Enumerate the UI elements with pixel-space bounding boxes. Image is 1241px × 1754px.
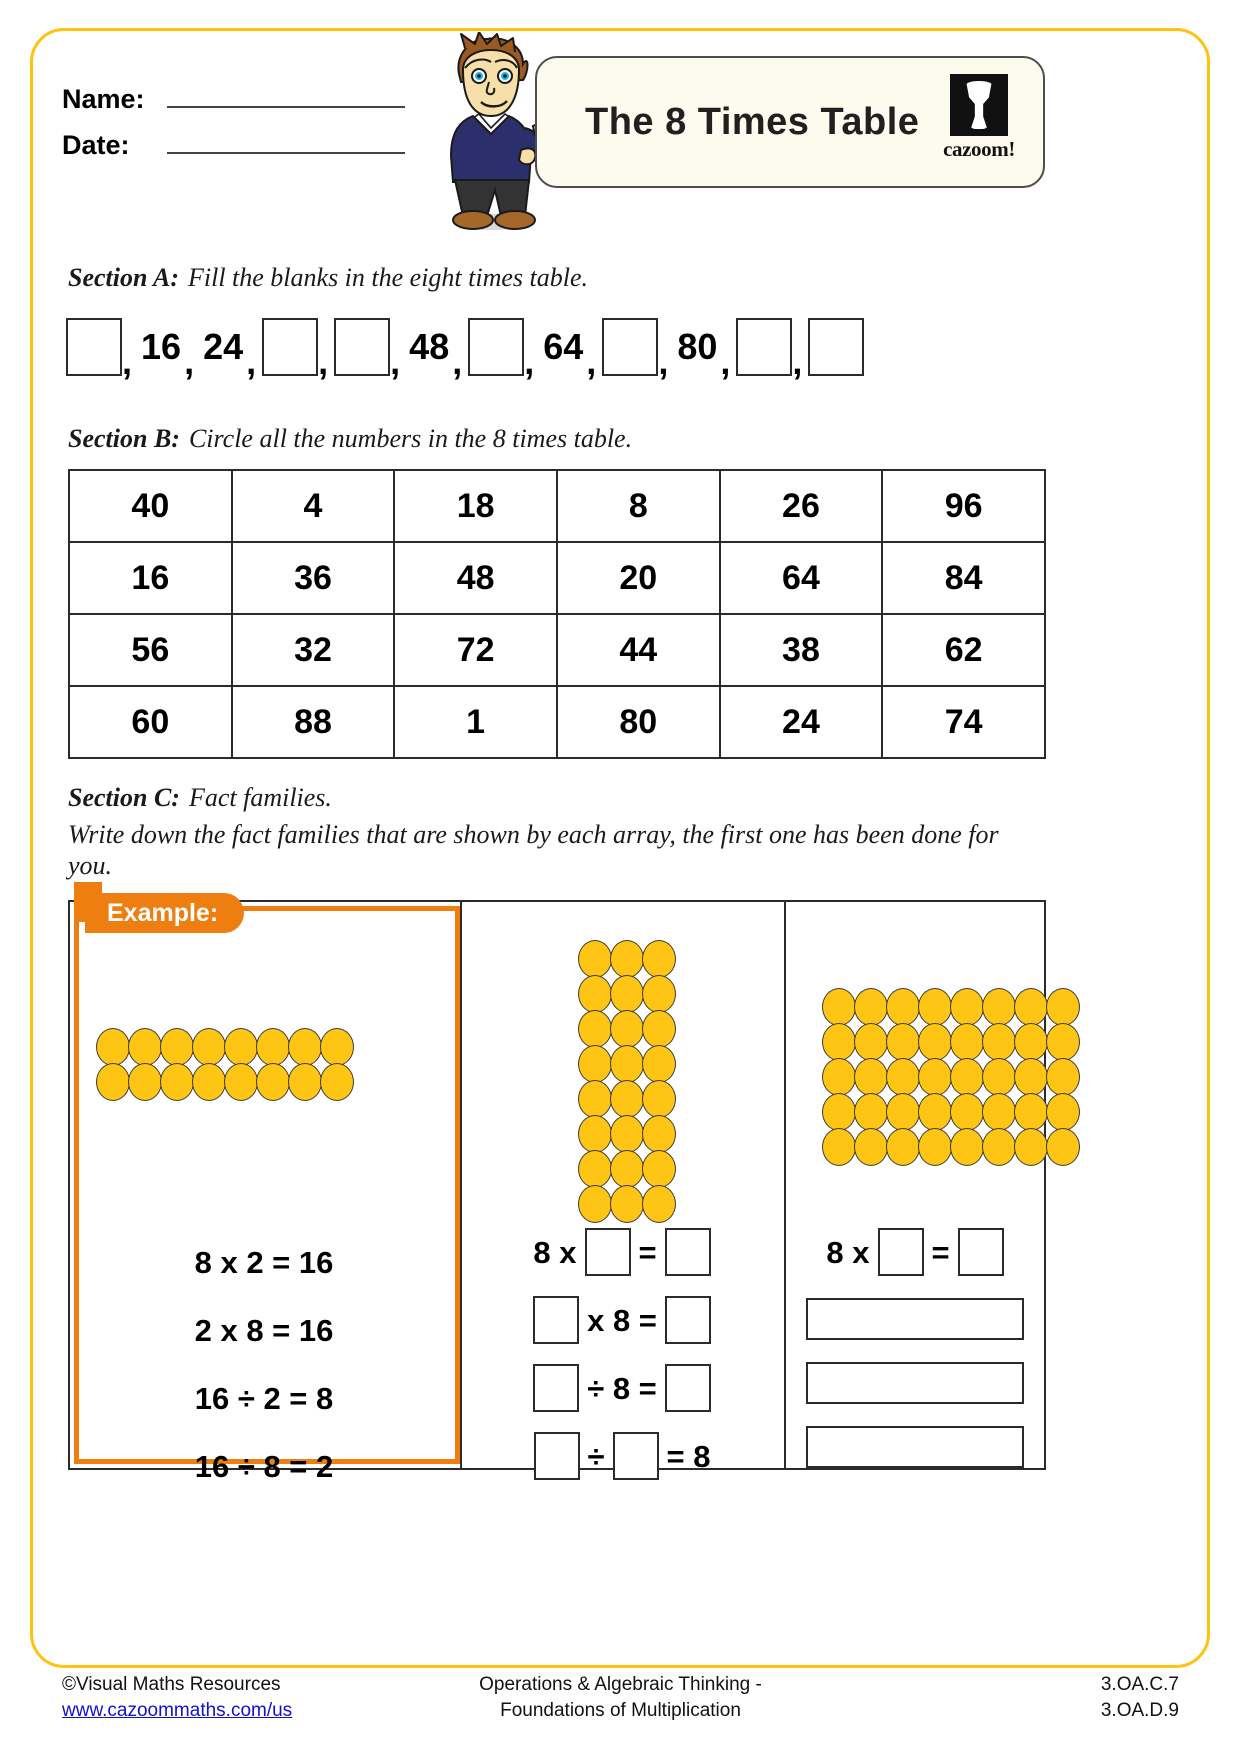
number-cell[interactable]: 32 <box>232 614 395 686</box>
array-dot <box>96 1028 130 1066</box>
array-dot <box>854 1023 888 1061</box>
equation-text: x 8 = <box>587 1302 657 1338</box>
equation-line: 2 x 8 = 16 <box>194 1312 334 1348</box>
equation-line <box>460 1434 784 1478</box>
array-dot <box>918 1058 952 1096</box>
sequence-blank-box[interactable] <box>736 318 792 376</box>
sequence-blank-box[interactable] <box>808 318 864 376</box>
number-cell[interactable]: 26 <box>720 470 883 542</box>
date-input-line[interactable] <box>167 151 405 154</box>
equation-line <box>460 1366 784 1410</box>
example-tab-label: Example: <box>85 893 244 933</box>
section-c-paragraph: Write down the fact families that are shown by each array, the first one has been done for you. <box>68 820 999 880</box>
name-input-line[interactable] <box>167 105 405 108</box>
array-dot <box>578 1150 612 1188</box>
array-dot <box>192 1063 226 1101</box>
array-dot <box>918 1023 952 1061</box>
sequence-separator: , <box>390 341 401 382</box>
equation-line <box>460 1298 784 1342</box>
array-dot <box>918 1128 952 1166</box>
section-b-label: Section B: <box>68 424 180 453</box>
sequence-separator: , <box>318 341 329 382</box>
domain-line-1: Operations & Algebraic Thinking - <box>479 1674 762 1695</box>
answer-box[interactable] <box>585 1228 631 1276</box>
number-cell[interactable]: 1 <box>394 686 557 758</box>
cazoom-drum-icon <box>950 74 1008 136</box>
equation-list-example <box>68 1240 460 1512</box>
array-dot <box>918 1093 952 1131</box>
number-cell[interactable]: 48 <box>394 542 557 614</box>
sequence-blank-box[interactable] <box>334 318 390 376</box>
number-cell[interactable]: 20 <box>557 542 720 614</box>
number-cell[interactable]: 84 <box>882 542 1045 614</box>
sequence-number: 48 <box>409 326 450 367</box>
sequence-separator: , <box>720 341 731 382</box>
standard-code-1: 3.OA.C.7 <box>1100 1674 1179 1695</box>
number-cell[interactable]: 62 <box>882 614 1045 686</box>
section-c-instruction: Fact families. <box>188 783 332 812</box>
array-dot <box>578 940 612 978</box>
equation-line <box>460 1230 784 1274</box>
array-dot <box>320 1028 354 1066</box>
array-dot <box>128 1028 162 1066</box>
array-dot <box>1046 1058 1080 1096</box>
array-dot <box>950 1023 984 1061</box>
number-cell[interactable]: 16 <box>69 542 232 614</box>
number-cell[interactable]: 60 <box>69 686 232 758</box>
number-cell[interactable]: 4 <box>232 470 395 542</box>
fact-family-panel-2 <box>460 900 784 1474</box>
array-dot <box>886 1023 920 1061</box>
table-row <box>69 542 1045 614</box>
number-cell[interactable]: 38 <box>720 614 883 686</box>
section-c-heading <box>68 783 332 813</box>
section-b-instruction: Circle all the numbers in the 8 times table. <box>188 424 633 453</box>
array-dot <box>1046 1023 1080 1061</box>
sequence-number: 80 <box>677 326 718 367</box>
section-b-heading <box>68 424 632 454</box>
number-cell[interactable]: 18 <box>394 470 557 542</box>
array-dot <box>224 1063 258 1101</box>
array-dot <box>822 988 856 1026</box>
array-dot <box>642 1045 676 1083</box>
array-dot <box>96 1063 130 1101</box>
date-field-row <box>62 130 405 161</box>
array-dot <box>886 1093 920 1131</box>
number-cell[interactable]: 56 <box>69 614 232 686</box>
fact-family-panel-example <box>68 898 460 1484</box>
answer-long-box[interactable] <box>806 1362 1024 1404</box>
answer-box[interactable] <box>665 1296 711 1344</box>
array-dot <box>1014 988 1048 1026</box>
array-dot <box>160 1028 194 1066</box>
array-dot <box>854 1058 888 1096</box>
array-dot <box>192 1028 226 1066</box>
number-grid-table <box>68 469 1046 759</box>
page-footer <box>0 1672 1241 1752</box>
title-plaque <box>535 56 1045 188</box>
array-dot <box>320 1063 354 1101</box>
array-dot <box>642 1185 676 1223</box>
sequence-separator: , <box>524 341 535 382</box>
number-cell[interactable]: 88 <box>232 686 395 758</box>
array-dot <box>1014 1128 1048 1166</box>
equation-text: = <box>638 1234 657 1270</box>
array-dot <box>256 1028 290 1066</box>
cazoom-logo <box>937 74 1021 174</box>
domain-line-2: Foundations of Multiplication <box>500 1699 741 1721</box>
number-cell[interactable]: 64 <box>720 542 883 614</box>
page-title: The 8 Times Table <box>585 100 920 143</box>
array-dot <box>288 1063 322 1101</box>
table-row <box>69 470 1045 542</box>
array-dot <box>610 1010 644 1048</box>
array-dot <box>578 975 612 1013</box>
equation-list-2 <box>460 1230 784 1502</box>
answer-box[interactable] <box>878 1228 924 1276</box>
array-dot <box>642 1080 676 1118</box>
array-dot <box>610 940 644 978</box>
answer-box[interactable] <box>533 1364 579 1412</box>
array-dot <box>982 1093 1016 1131</box>
answer-box[interactable] <box>958 1228 1004 1276</box>
array-dot <box>1046 988 1080 1026</box>
copyright-text: ©Visual Maths Resources <box>62 1674 281 1695</box>
array-dot <box>886 1058 920 1096</box>
section-c-label: Section C: <box>68 783 180 812</box>
number-cell[interactable]: 36 <box>232 542 395 614</box>
array-dot <box>886 988 920 1026</box>
array-dot <box>642 1010 676 1048</box>
array-dot <box>578 1045 612 1083</box>
number-cell[interactable]: 44 <box>557 614 720 686</box>
array-dot <box>610 1080 644 1118</box>
array-dot <box>578 1185 612 1223</box>
array-dot <box>822 1093 856 1131</box>
section-a-heading <box>68 263 588 293</box>
dot-array-example <box>96 1028 352 1098</box>
array-dot <box>886 1128 920 1166</box>
array-dot <box>950 1058 984 1096</box>
array-dot <box>224 1028 258 1066</box>
answer-box[interactable] <box>533 1296 579 1344</box>
equation-text: ÷ <box>587 1438 605 1474</box>
number-cell[interactable]: 40 <box>69 470 232 542</box>
fact-family-panel-3 <box>784 900 1046 1470</box>
array-dot <box>950 1128 984 1166</box>
section-a-label: Section A: <box>68 263 179 292</box>
fact-families-area <box>68 898 1046 1484</box>
equation-line: 16 ÷ 8 = 2 <box>194 1448 334 1484</box>
array-dot <box>610 975 644 1013</box>
array-dot <box>578 1080 612 1118</box>
name-label: Name: <box>62 84 145 114</box>
sequence-blank-box[interactable] <box>468 318 524 376</box>
array-dot <box>982 1128 1016 1166</box>
equation-text: 8 x <box>533 1234 577 1270</box>
equation-text: ÷ 8 = <box>587 1370 657 1406</box>
array-dot <box>642 1115 676 1153</box>
array-dot <box>610 1115 644 1153</box>
array-dot <box>1014 1023 1048 1061</box>
array-dot <box>918 988 952 1026</box>
sequence-separator: , <box>792 341 803 382</box>
array-dot <box>822 1128 856 1166</box>
dot-array-2 <box>578 940 674 1220</box>
name-field-row <box>62 84 405 115</box>
sequence-separator: , <box>184 341 195 382</box>
array-dot <box>1046 1093 1080 1131</box>
sequence-number: 24 <box>203 326 244 367</box>
section-a-sequence <box>66 312 864 382</box>
array-dot <box>854 1093 888 1131</box>
answer-box[interactable] <box>613 1432 659 1480</box>
number-cell[interactable]: 74 <box>882 686 1045 758</box>
array-dot <box>854 988 888 1026</box>
array-dot <box>256 1063 290 1101</box>
answer-box[interactable] <box>665 1228 711 1276</box>
answer-box[interactable] <box>534 1432 580 1480</box>
sequence-separator: , <box>246 341 257 382</box>
array-dot <box>950 1093 984 1131</box>
array-dot <box>578 1115 612 1153</box>
sequence-separator: , <box>122 341 133 382</box>
standard-code-2: 3.OA.D.9 <box>1100 1699 1179 1721</box>
sequence-blank-box[interactable] <box>66 318 122 376</box>
array-dot <box>854 1128 888 1166</box>
footer-right <box>1101 1672 1179 1723</box>
equation-list-3 <box>784 1230 1046 1490</box>
equation-text: = 8 <box>666 1438 711 1474</box>
array-dot <box>1014 1093 1048 1131</box>
sequence-number: 16 <box>141 326 182 367</box>
equation-line <box>784 1230 1046 1274</box>
sequence-separator: , <box>452 341 463 382</box>
section-a-instruction: Fill the blanks in the eight times table. <box>187 263 589 292</box>
sequence-blank-box[interactable] <box>602 318 658 376</box>
sequence-separator: , <box>658 341 669 382</box>
number-cell[interactable]: 8 <box>557 470 720 542</box>
array-dot <box>642 975 676 1013</box>
dot-array-3 <box>822 988 1078 1163</box>
array-dot <box>982 988 1016 1026</box>
table-row <box>69 686 1045 758</box>
worksheet-header <box>30 28 1210 228</box>
answer-long-box[interactable] <box>806 1426 1024 1468</box>
equation-line: 16 ÷ 2 = 8 <box>194 1380 334 1416</box>
answer-box[interactable] <box>665 1364 711 1412</box>
table-row <box>69 614 1045 686</box>
array-dot <box>288 1028 322 1066</box>
array-dot <box>578 1010 612 1048</box>
array-dot <box>950 988 984 1026</box>
sequence-blank-box[interactable] <box>262 318 318 376</box>
array-dot <box>610 1185 644 1223</box>
array-dot <box>128 1063 162 1101</box>
number-cell[interactable]: 80 <box>557 686 720 758</box>
sequence-number: 64 <box>543 326 584 367</box>
array-dot <box>822 1023 856 1061</box>
array-dot <box>610 1150 644 1188</box>
array-dot <box>642 1150 676 1188</box>
array-dot <box>1014 1058 1048 1096</box>
array-dot <box>642 940 676 978</box>
equation-text: 8 x <box>826 1234 870 1270</box>
footer-center <box>0 1672 1241 1723</box>
sequence-separator: , <box>586 341 597 382</box>
website-link[interactable]: www.cazoommaths.com/us <box>62 1699 293 1721</box>
number-cell[interactable]: 24 <box>720 686 883 758</box>
equation-text: = <box>931 1234 950 1270</box>
cazoom-wordmark: cazoom! <box>943 137 1015 161</box>
array-dot <box>822 1058 856 1096</box>
answer-long-box[interactable] <box>806 1298 1024 1340</box>
equation-line: 8 x 2 = 16 <box>194 1244 334 1280</box>
array-dot <box>1046 1128 1080 1166</box>
date-label: Date: <box>62 130 130 160</box>
array-dot <box>610 1045 644 1083</box>
number-cell[interactable]: 96 <box>882 470 1045 542</box>
array-dot <box>160 1063 194 1101</box>
array-dot <box>982 1058 1016 1096</box>
number-cell[interactable]: 72 <box>394 614 557 686</box>
array-dot <box>982 1023 1016 1061</box>
